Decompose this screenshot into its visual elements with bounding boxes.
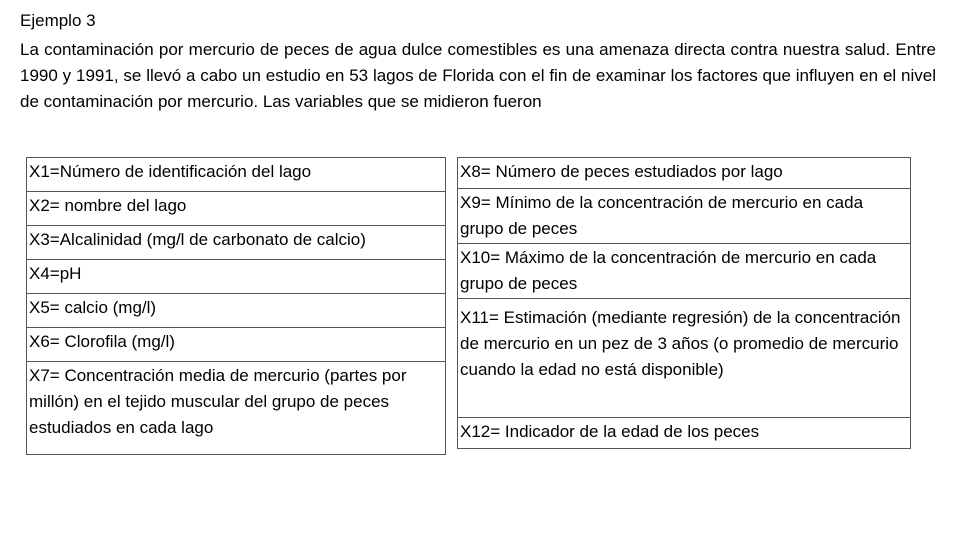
variable-x8: X8= Número de peces estudiados por lago: [458, 158, 911, 189]
variable-x4: X4=pH: [27, 260, 446, 294]
variable-x1: X1=Número de identificación del lago: [27, 158, 446, 192]
variable-x5: X5= calcio (mg/l): [27, 294, 446, 328]
variable-x6: X6= Clorofila (mg/l): [27, 328, 446, 362]
variable-x9: X9= Mínimo de la concentración de mercurio en cada grupo de peces: [458, 189, 911, 244]
variable-x2: X2= nombre del lago: [27, 192, 446, 226]
variables-table-left: [26, 157, 446, 455]
variable-x7: X7= Concentración media de mercurio (partes por millón) en el tejido muscular del grupo de peces estudiados en cada lago: [27, 362, 446, 455]
intro-paragraph: La contaminación por mercurio de peces de agua dulce comestibles es una amenaza directa contra nuestra salud. Entre 1990 y 1991, se llevó a cabo un estudio en 53 lagos de Florida con el fin de examinar los factores que influyen en el nivel de contaminación por mercurio. Las variables que se midieron fueron: [20, 40, 936, 111]
variable-x11: X11= Estimación (mediante regresión) de la concentración de mercurio en un pez de 3 años (o promedio de mercurio cuando la edad no está disponible): [458, 299, 911, 418]
variable-x12: X12= Indicador de la edad de los peces: [458, 418, 911, 449]
variable-x10: X10= Máximo de la concentración de mercurio en cada grupo de peces: [458, 244, 911, 299]
example-title: Ejemplo 3: [20, 11, 96, 30]
variables-table-right: [457, 157, 911, 449]
variable-x3: X3=Alcalinidad (mg/l de carbonato de calcio): [27, 226, 446, 260]
